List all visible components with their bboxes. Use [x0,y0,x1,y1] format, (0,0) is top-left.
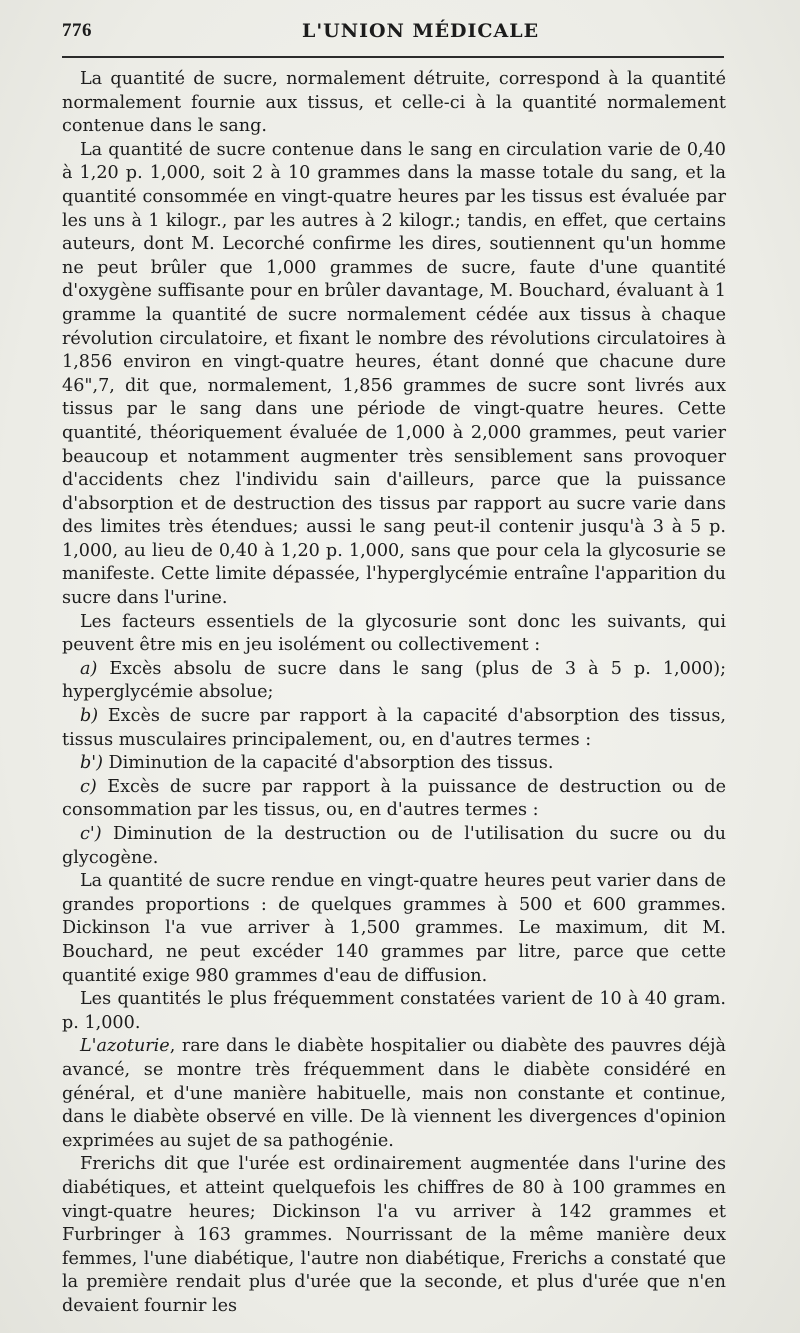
azoturie-text: , rare dans le diabète hospitalier ou diabète des pauvres déjà avancé, se montre très fréquemment dans le diabète considéré en général, et d'une manière habituelle, mais non constante et continue, dans le diabète observé en ville. De là viennent les divergences d'opinion exprimées au sujet de sa pathogénie. [62,1036,726,1151]
item-text: Excès de sucre par rapport à la capacité d'absorption des tissus, tissus musculaires principalement, ou, en d'autres termes : [62,706,726,750]
page-header [62,14,722,50]
item-label: b) [80,706,99,727]
page-number: 776 [62,20,92,41]
list-item-a [62,658,726,705]
item-text: Excès de sucre par rapport à la puissance de destruction ou de consommation par les tissus, ou, en d'autres termes : [62,776,726,821]
body-text [62,68,726,1318]
item-text: Diminution de la capacité d'absorption des tissus. [102,753,554,774]
paragraph-factors: Les facteurs essentiels de la glycosurie sont donc les suivants, qui peuvent être mis en jeu isolément ou collectivement : [62,611,726,656]
paragraph-blood-sugar: La quantité de sucre contenue dans le sang en circulation varie de 0,40 à 1,20 p. 1,000, soit 2 à 10 grammes dans la masse totale du sang, et la quantité consommée en vingt-quatre heures par les tissus est évaluée par les uns à 1 kilogr., par les autres à 2 kilogr.; tandis, en effet, que certains auteurs, dont M. Lecorché confirme les dires, soutiennent qu'un homme ne peut brûler que 1,000 grammes de sucre, faute d'une quantité d'oxygène suffisante pour en brûler davantage, M. Bouchard, évaluant à 1 gramme la quantité de sucre normalement cédée aux tissus à chaque révolution circulatoire, et fixant le nombre des révolutions circulatoires à 1,856 environ en vingt-quatre heures, étant donné que chacune dure 46",7, dit que, normalement, 1,856 grammes de sucre sont livrés aux tissus par le sang dans une période de vingt-quatre heures. Cette quantité, théoriquement évaluée de 1,000 à 2,000 grammes, peut varier beaucoup et notamment augmenter très sensiblement sans provoquer d'accidents chez l'individu sain d'ailleurs, parce que la puissance d'absorption et de destruction des tissus par rapport au sucre varie dans des limites très étendues; aussi le sang peut-il contenir jusqu'à 3 à 5 p. 1,000, au lieu de 0,40 à 1,20 p. 1,000, sans que pour cela la glycosurie se manifeste. Cette limite dépassée, l'hyperglycémie entraîne l'apparition du sucre dans l'urine. [62,139,726,609]
item-label: c') [80,824,102,844]
list-item-c [62,776,726,823]
paragraph-daily-sugar: La quantité de sucre rendue en vingt-quatre heures peut varier dans de grandes proportions : de quelques grammes à 500 et 600 grammes. Dickinson l'a vue arriver à 1,500 grammes. Le maximum, dit M. Bouchard, ne peut excéder 140 grammes par litre, parce que cette quantité exige 980 grammes d'eau de diffusion. [62,871,726,986]
item-label: c) [80,776,97,797]
paragraph-azoturie [62,1035,726,1153]
list-item-b [62,705,726,752]
azoturie-term: L'azoturie [80,1036,170,1057]
item-label: b') [80,753,103,774]
paragraph-frerichs: Frerichs dit que l'urée est ordinairement augmentée dans l'urine des diabétiques, et atteint quelquefois les chiffres de 80 à 100 grammes en vingt-quatre heures; Dickinson l'a vu arriver à 142 grammes et Furbringer à 163 grammes. Nourrissant de la même manière deux femmes, l'une diabétique, l'autre non diabétique, Frerichs a constaté que la première rendait plus d'urée que la seconde, et plus d'urée que n'en devaient fournir les [62,1154,726,1316]
list-item-c-prime [62,823,726,870]
header-rule [62,56,724,58]
paragraph-frequent-quantities: Les quantités le plus fréquemment constatées varient de 10 à 40 gram. p. 1,000. [62,989,726,1033]
list-item-b-prime [62,752,726,776]
running-title: L'UNION MÉDICALE [302,20,540,42]
item-text: Diminution de la destruction ou de l'utilisation du sucre ou du glycogène. [62,824,726,868]
paragraph-sugar-quantity: La quantité de sucre, normalement détruite, correspond à la quantité normalement fournie aux tissus, et celle-ci à la quantité normalement contenue dans le sang. [62,69,726,137]
item-text: Excès absolu de sucre dans le sang (plus de 3 à 5 p. 1,000); hyperglycémie absolue; [62,658,726,703]
item-label: a) [80,658,98,679]
